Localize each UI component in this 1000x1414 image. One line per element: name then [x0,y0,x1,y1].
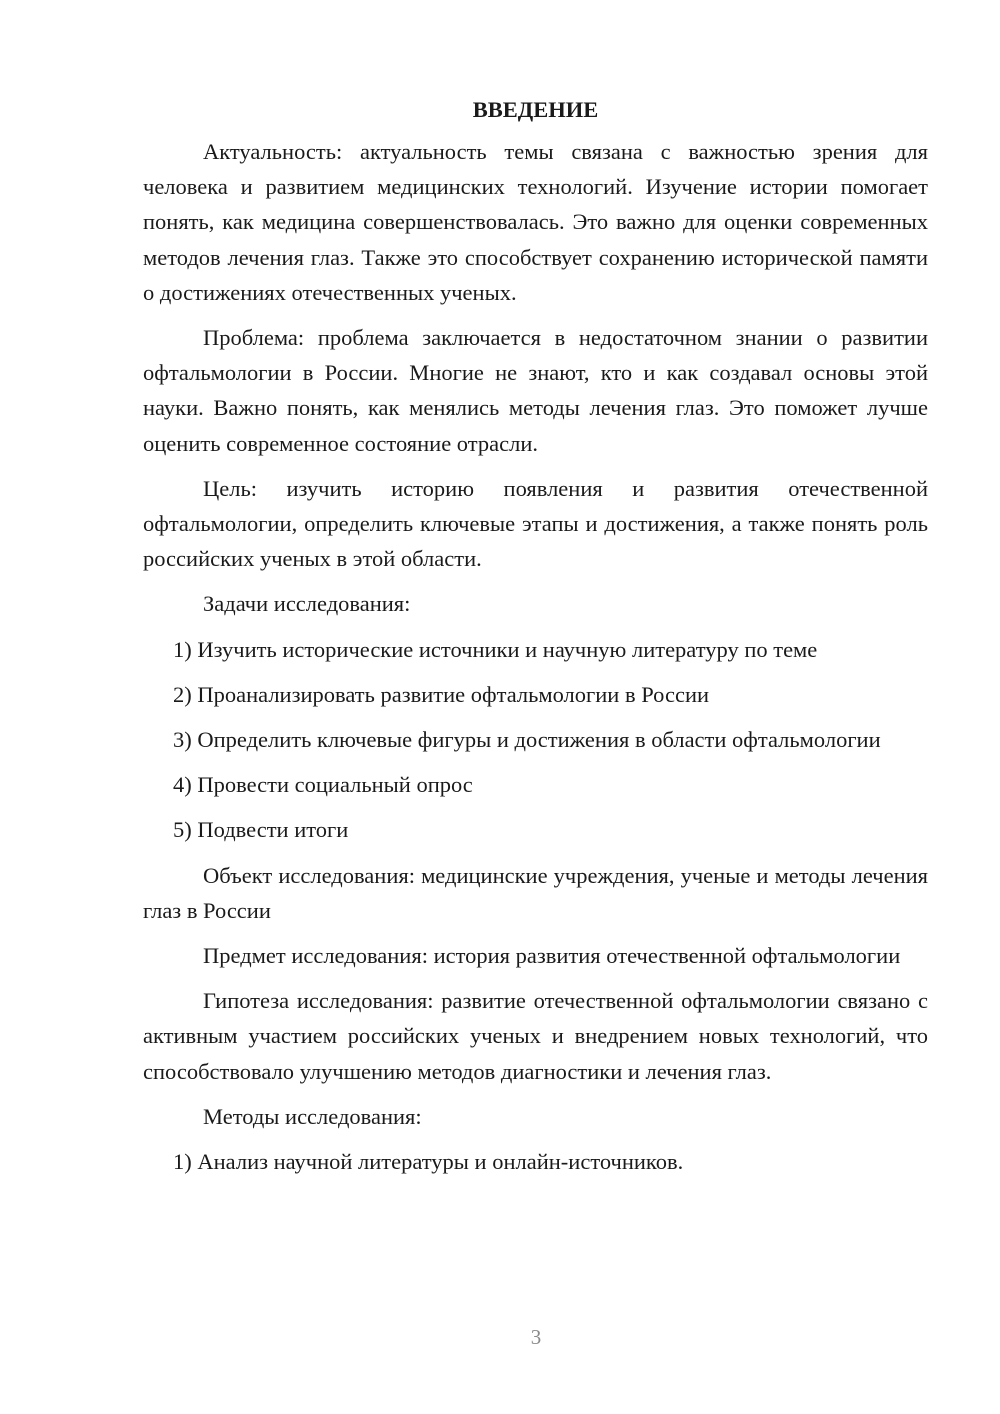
goal-paragraph: Цель: изучить историю появления и развития отечественной офтальмологии, определить ключевые этапы и достижения, а также понять роль российских ученых в этой области. [143,475,928,572]
task-item: 1) Изучить исторические источники и научную литературу по теме [173,636,818,662]
task-item: 5) Подвести итоги [173,817,349,843]
section-title: ВВЕДЕНИЕ [472,97,599,122]
object-paragraph: Объект исследования: медицинские учреждения, ученые и методы лечения глаз в России [143,862,928,923]
methods-heading: Методы исследования: [203,1103,422,1129]
subject-paragraph: Предмет исследования: история развития отечественной офтальмологии [203,943,901,969]
hypothesis-paragraph: Гипотеза исследования: развитие отечественной офтальмологии связано с активным участием российских ученых и внедрением новых технологий, что способствовало улучшению методов диагностики и лечения глаз. [143,988,928,1084]
method-item: 1) Анализ научной литературы и онлайн-источников. [173,1149,684,1175]
task-item: 2) Проанализировать развитие офтальмологии в России [173,681,710,707]
relevance-paragraph: Актуальность: актуальность темы связана с важностью зрения для человека и развитием медицинских технологий. Изучение истории помогает понять, как медицина совершенствовалась. Это важно для оценки современных методов лечения глаз. Также это способствует сохранению исторической памяти о достижениях отечественных ученых. [143,139,928,305]
page-content [143,96,928,1189]
tasks-heading: Задачи исследования: [203,591,411,617]
task-item: 4) Провести социальный опрос [173,772,473,798]
task-item: 3) Определить ключевые фигуры и достижения в области офтальмологии [173,727,881,753]
problem-paragraph: Проблема: проблема заключается в недостаточном знании о развитии офтальмологии в России. Многие не знают, кто и как создавал основы этой науки. Важно понять, как менялись методы лечения глаз. Это поможет лучше оценить современное состояние отрасли. [143,325,928,456]
page-number: 3 [530,1325,542,1349]
